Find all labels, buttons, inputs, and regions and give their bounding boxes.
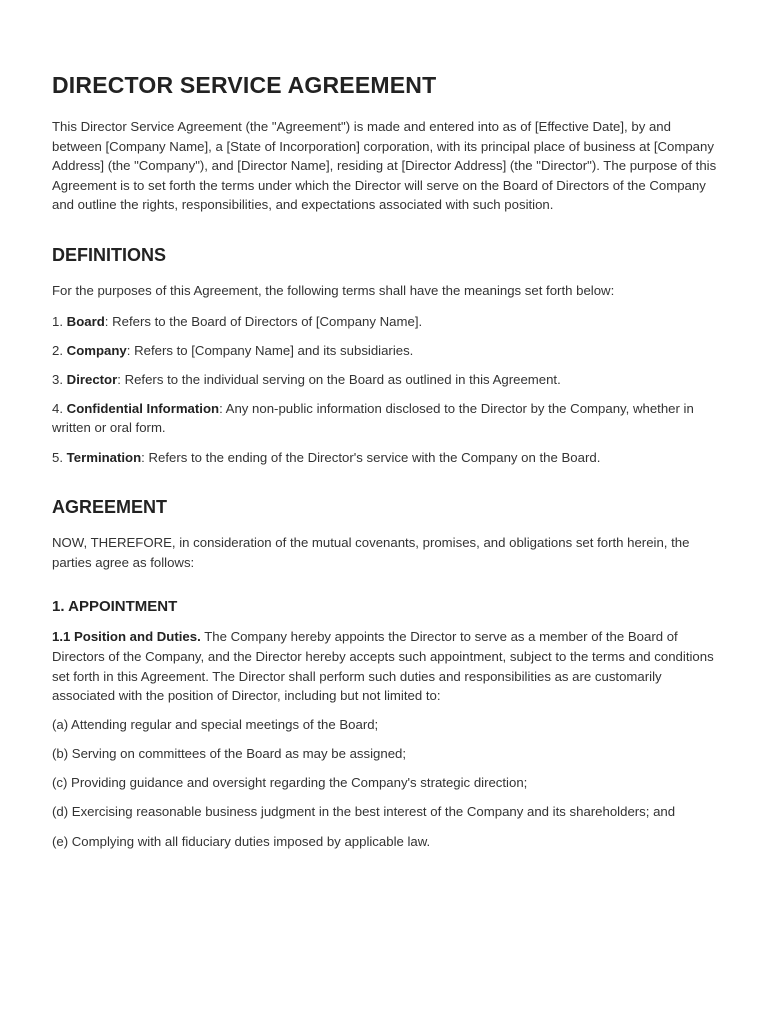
definition-number: 1. — [52, 313, 67, 329]
subsection-text: The Company hereby appoints the Director to serve as a member of the Board of Directors of the Company, and the Director hereby accepts such appointment, subject to the terms and conditions set forth in this Agreement. The Director shall perform such duties and responsibilities as are customarily associated with the position of Director, including but not limited to: — [52, 629, 714, 704]
definition-text: : Refers to the ending of the Director's service with the Company on the Board. — [141, 449, 601, 465]
definition-number: 5. — [52, 449, 67, 465]
duty-item: (b) Serving on committees of the Board as may be assigned; — [52, 746, 407, 762]
definition-term: Company — [66, 342, 127, 358]
definition-item — [52, 370, 718, 390]
intro-paragraph: This Director Service Agreement (the "Agreement") is made and entered into as of [Effective Date], by and between [Company Name], a [State of Incorporation] corporation, with its principal place of business at [Company Address] (the "Company"), and [Director Name], residing at [Director Address] (the "Director"). The purpose of this Agreement is to set forth the terms under which the Director will serve on the Board of Directors of the Company and outline the rights, responsibilities, and expectations associated with such position. — [52, 119, 717, 213]
document-title: DIRECTOR SERVICE AGREEMENT — [52, 72, 437, 98]
agreement-lead: NOW, THEREFORE, in consideration of the mutual covenants, promises, and obligations set forth herein, the parties agree as follows: — [52, 535, 690, 570]
definitions-lead: For the purposes of this Agreement, the following terms shall have the meanings set forth below: — [52, 282, 615, 298]
definition-term: Termination — [66, 449, 142, 465]
definition-term: Confidential Information — [66, 400, 220, 416]
definition-item — [52, 448, 718, 468]
duty-item: (a) Attending regular and special meetings of the Board; — [52, 717, 379, 733]
agreement-heading: AGREEMENT — [52, 497, 168, 518]
definition-term: Board — [66, 313, 105, 329]
definition-number: 3. — [52, 371, 67, 387]
definition-item — [52, 399, 718, 438]
definition-text: : Refers to [Company Name] and its subsidiaries. — [126, 342, 414, 358]
duty-item: (e) Complying with all fiduciary duties imposed by applicable law. — [52, 833, 431, 849]
definition-text: : Refers to the individual serving on the Board as outlined in this Agreement. — [117, 371, 561, 387]
duty-item: (c) Providing guidance and oversight regarding the Company's strategic direction; — [52, 775, 528, 791]
definition-item — [52, 312, 718, 332]
definition-text: : Refers to the Board of Directors of [Company Name]. — [104, 313, 423, 329]
subsection-label: 1.1 Position and Duties. — [52, 629, 201, 645]
appointment-heading: 1. APPOINTMENT — [52, 598, 178, 616]
definition-item — [52, 341, 718, 361]
position-duties-paragraph — [52, 627, 718, 705]
definition-term: Director — [66, 371, 118, 387]
definition-number: 2. — [52, 342, 67, 358]
duty-item: (d) Exercising reasonable business judgment in the best interest of the Company and its shareholders; and — [52, 804, 676, 820]
definition-number: 4. — [52, 400, 67, 416]
definitions-heading: DEFINITIONS — [52, 244, 167, 265]
definition-text: : Any non-public information disclosed to the Director by the Company, whether in written or oral form. — [52, 400, 694, 436]
